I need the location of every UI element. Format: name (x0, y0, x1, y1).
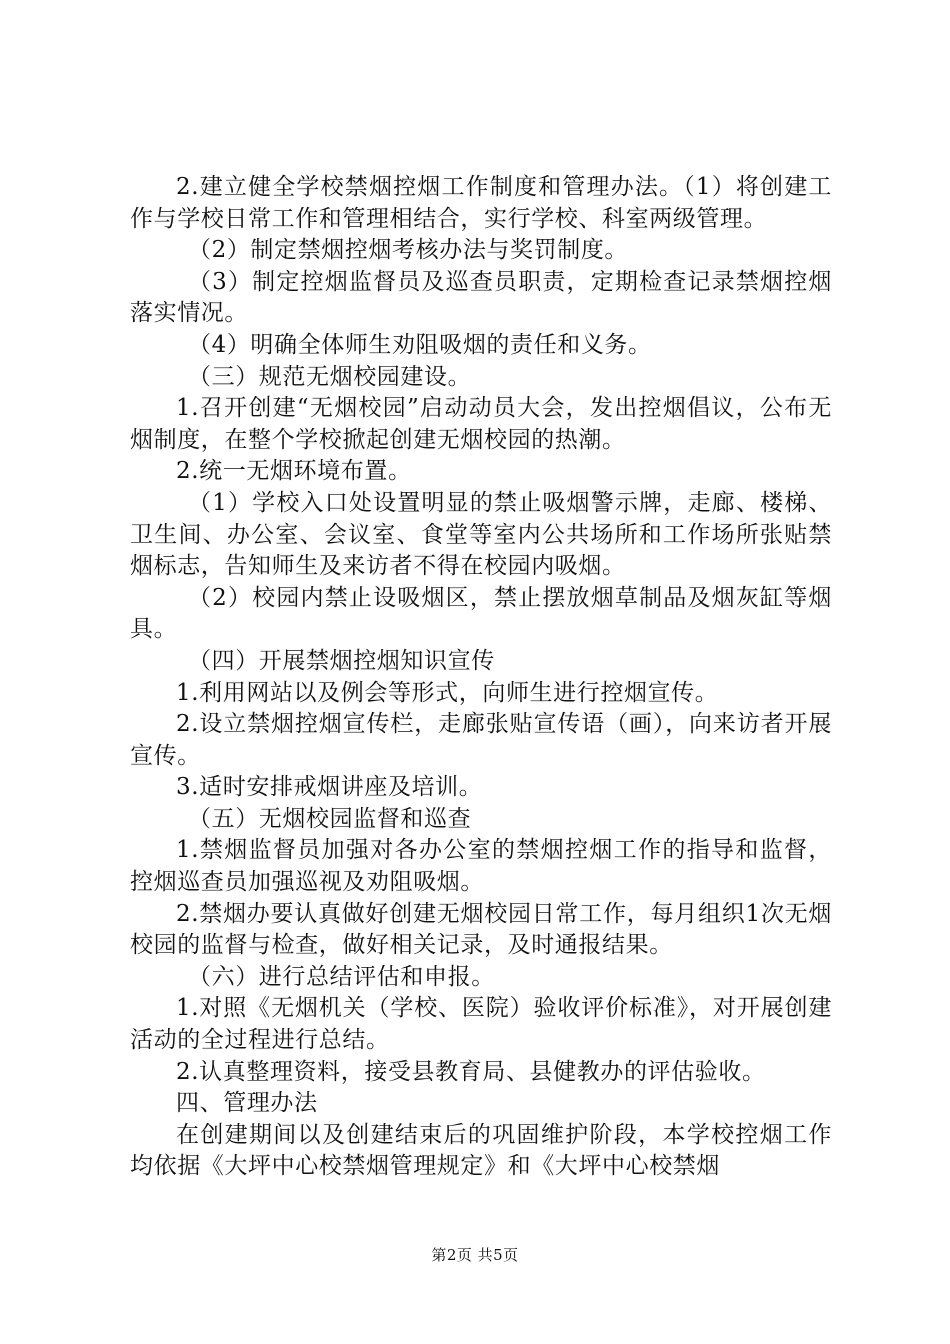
paragraph: 2.建立健全学校禁烟控烟工作制度和管理办法。（1）将创建工作与学校日常工作和管理相结合，实行学校、科室两级管理。 (130, 174, 832, 232)
page-footer: 第2页 共5页 (431, 1246, 519, 1264)
paragraph: （六）进行总结评估和申报。 (188, 963, 495, 990)
paragraph: 在创建期间以及创建结束后的巩固维护阶段，本学校控烟工作均依据《大坪中心校禁烟管理规定》和《大坪中心校禁烟 (130, 1121, 832, 1180)
paragraph: （五）无烟校园监督和巡查 (188, 805, 472, 832)
document-body (130, 172, 832, 1183)
paragraph: 1.召开创建“无烟校园”启动动员大会，发出控烟倡议，公布无烟制度，在整个学校掀起创建无烟校园的热潮。 (130, 395, 832, 453)
paragraph: 2.设立禁烟控烟宣传栏，走廊张贴宣传语（画），向来访者开展宣传。 (130, 711, 832, 769)
paragraph: （4）明确全体师生劝阻吸烟的责任和义务。 (188, 331, 652, 358)
paragraph: 3.适时安排戒烟讲座及培训。 (176, 774, 483, 801)
paragraph: 2.认真整理资料，接受县教育局、县健教办的评估验收。 (176, 1058, 766, 1085)
paragraph: （三）规范无烟校园建设。 (188, 363, 472, 390)
paragraph: 1.利用网站以及例会等形式，向师生进行控烟宣传。 (176, 679, 719, 706)
paragraph: （2）校园内禁止设吸烟区，禁止摆放烟草制品及烟灰缸等烟具。 (130, 584, 832, 643)
paragraph: （2）制定禁烟控烟考核办法与奖罚制度。 (188, 237, 629, 264)
paragraph: 1.禁烟监督员加强对各办公室的禁烟控烟工作的指导和监督，控烟巡查员加强巡视及劝阻吸烟。 (130, 837, 832, 896)
paragraph: 2.统一无烟环境布置。 (176, 458, 412, 485)
paragraph: 1.对照《无烟机关（学校、医院）验收评价标准》，对开展创建活动的全过程进行总结。 (130, 995, 832, 1054)
paragraph: 2.禁烟办要认真做好创建无烟校园日常工作，每月组织1次无烟校园的监督与检查，做好相关记录，及时通报结果。 (130, 900, 832, 959)
paragraph: （3）制定控烟监督员及巡查员职责，定期检查记录禁烟控烟落实情况。 (130, 268, 832, 327)
paragraph: 四、管理办法 (176, 1090, 318, 1117)
paragraph: （四）开展禁烟控烟知识宣传 (188, 647, 495, 674)
paragraph: （1）学校入口处设置明显的禁止吸烟警示牌，走廊、楼梯、卫生间、办公室、会议室、食堂等室内公共场所和工作场所张贴禁烟标志，告知师生及来访者不得在校园内吸烟。 (130, 489, 832, 580)
